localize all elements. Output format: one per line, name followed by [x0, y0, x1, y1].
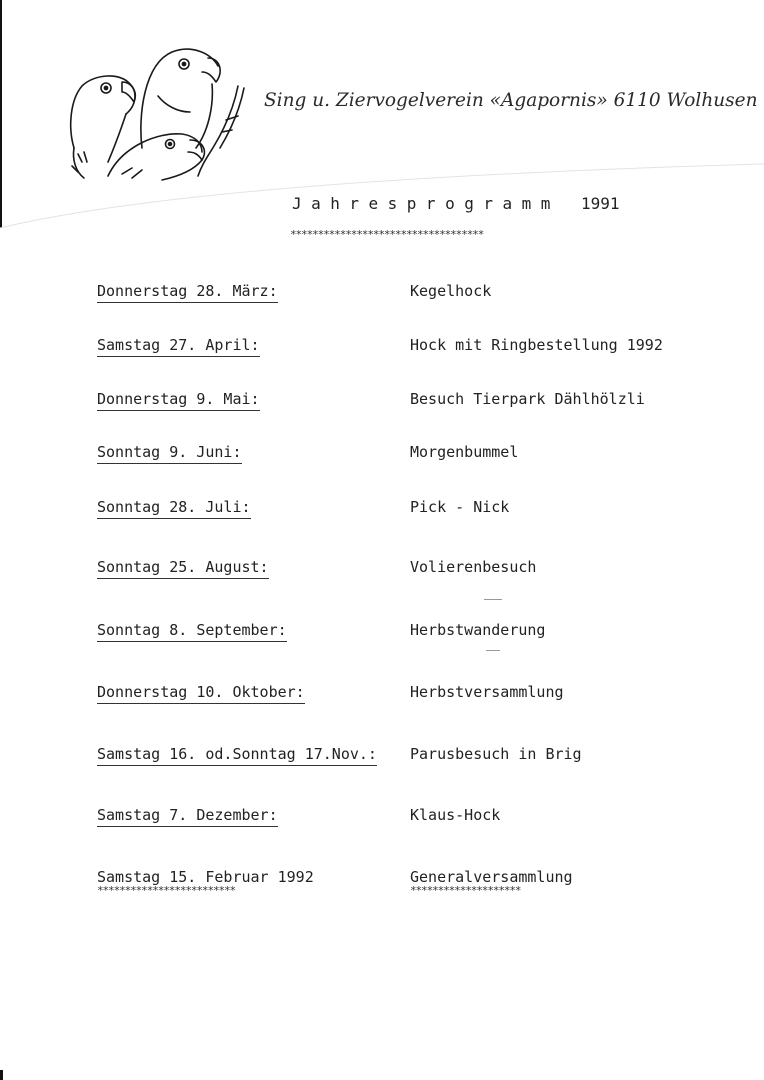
schedule-row	[0, 281, 764, 311]
schedule-row	[0, 442, 764, 472]
schedule-row	[0, 497, 764, 527]
schedule-row	[0, 557, 764, 587]
event-name: Klaus-Hock	[410, 806, 501, 824]
event-date: Sonntag 8. September:	[97, 620, 287, 642]
event-date: Donnerstag 28. März:	[97, 281, 278, 303]
event-name: Parusbesuch in Brig	[410, 745, 582, 763]
schedule-row	[0, 389, 764, 419]
event-name: Morgenbummel	[410, 443, 519, 461]
schedule-row	[0, 744, 764, 774]
event-name: Herbstversammlung	[410, 683, 564, 701]
event-name: Hock mit Ringbestellung 1992	[410, 336, 663, 354]
event-date: Sonntag 9. Juni:	[97, 442, 242, 464]
event-date: Samstag 27. April:	[97, 335, 260, 357]
schedule-row	[0, 805, 764, 835]
program-title	[292, 194, 620, 213]
event-date: Sonntag 25. August:	[97, 557, 269, 579]
scan-speck	[486, 650, 500, 651]
scan-corner-mark	[0, 1070, 3, 1080]
club-name-heading: Sing u. Ziervogelverein «Agapornis» 6110 Wolhusen	[264, 90, 758, 111]
schedule-row	[0, 682, 764, 712]
event-name: Herbstwanderung	[410, 621, 546, 639]
event-date: Samstag 7. Dezember:	[97, 805, 278, 827]
scan-speck	[484, 599, 502, 600]
event-date: Donnerstag 9. Mai:	[97, 389, 260, 411]
schedule-row	[0, 335, 764, 365]
event-name: Kegelhock	[410, 282, 492, 300]
program-title-text: Jahresprogramm	[292, 194, 560, 213]
title-asterisk-line: ***********************************	[290, 228, 484, 241]
program-year: 1991	[581, 194, 620, 213]
event-name: Volierenbesuch	[410, 558, 537, 576]
event-date: Donnerstag 10. Oktober:	[97, 682, 305, 704]
event-date: Sonntag 28. Juli:	[97, 497, 251, 519]
event-name: Besuch Tierpark Dählhölzli	[410, 390, 645, 408]
final-date-asterisk-line: *************************	[97, 884, 236, 897]
final-event-asterisk-line: ********************	[410, 884, 521, 897]
event-name: Pick - Nick	[410, 498, 510, 516]
lovebirds-drawing-icon	[62, 36, 252, 186]
final-event-date: Samstag 15. Februar 1992	[97, 868, 314, 886]
schedule-row	[0, 620, 764, 650]
final-event-name: Generalversammlung	[410, 868, 573, 886]
event-date: Samstag 16. od.Sonntag 17.Nov.:	[97, 744, 377, 766]
